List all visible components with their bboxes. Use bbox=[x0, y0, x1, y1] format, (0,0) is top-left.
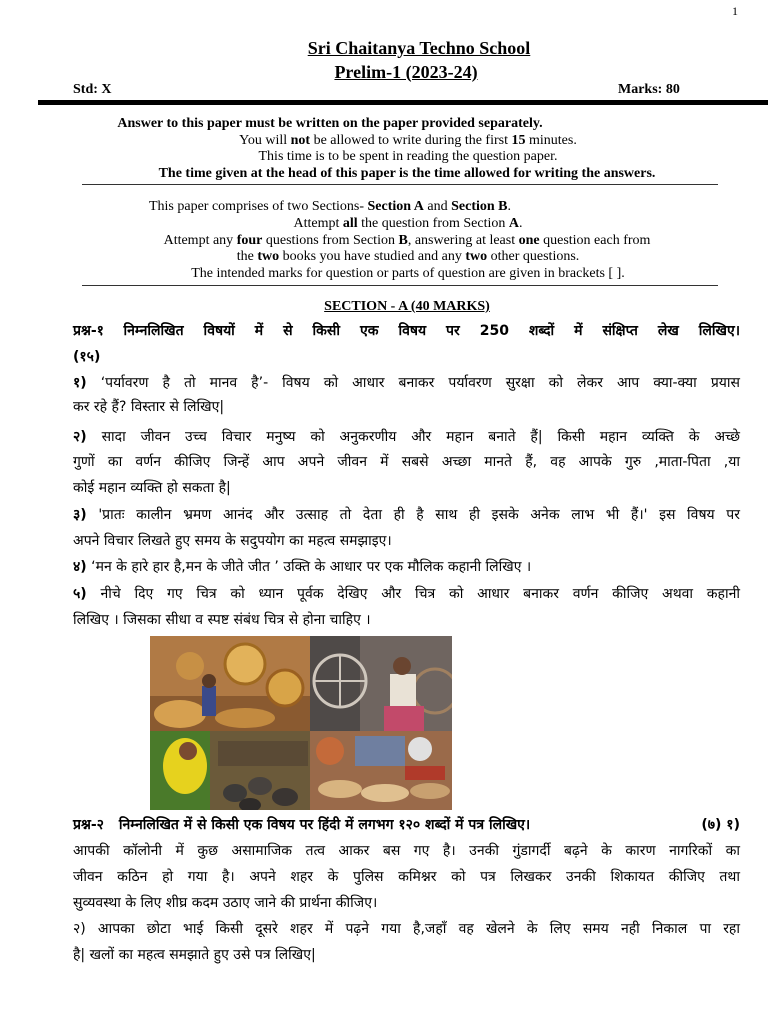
std-label: Std: X bbox=[73, 82, 112, 97]
instruction-line-3: This time is to be spent in reading the question paper. bbox=[258, 149, 558, 164]
instruction-rule-top bbox=[82, 184, 718, 185]
instruction-line-8: the two books you have studied and any two other questions. bbox=[236, 249, 580, 264]
section-a-title: SECTION - A (40 MARKS) bbox=[324, 299, 490, 314]
q2-label: प्रश्न-२ bbox=[73, 817, 104, 833]
q1-option-2-line-1: २) सादा जीवन उच्च विचार मनुष्य को अनुकरणीय और महान बनाते हैं| किसी महान व्यक्ति के अच्छे bbox=[73, 429, 741, 445]
school-title: Sri Chaitanya Techno School bbox=[307, 38, 531, 58]
instruction-line-7: Attempt any four questions from Section B, answering at least one question each from bbox=[163, 233, 651, 248]
marks-label: Marks: 80 bbox=[618, 82, 680, 97]
page-number: 1 bbox=[732, 4, 738, 18]
q1-option-1-line-1: १) ‘पर्यावरण है तो मानव है’- विषय को आधार बनाकर पर्यावरण सुरक्षा को लेकर आप क्या-क्या प्रयास bbox=[73, 375, 740, 391]
q2-option-1-line-2: जीवन कठिन हो गया है। अपने शहर के पुलिस कमिश्नर को पत्र लिखकर उनकी शिकायत कीजिए तथा bbox=[73, 869, 740, 885]
instruction-line-1: Answer to this paper must be written on the paper provided separately. bbox=[117, 116, 543, 131]
instruction-line-6: Attempt all the question from Section A. bbox=[293, 216, 523, 231]
potter-photo bbox=[150, 731, 310, 810]
q2-option-1-line-3: सुव्यवस्था के लिए शीघ्र कदम उठाए जाने की प्रार्थना कीजिए। bbox=[73, 895, 378, 911]
instruction-line-4: The time given at the head of this paper is the time allowed for writing the answers. bbox=[158, 166, 656, 181]
instruction-line-5: This paper comprises of two Sections- Section A and Section B. bbox=[148, 199, 511, 214]
q1-option-2-line-3: कोई महान व्यक्ति हो सकता है| bbox=[73, 480, 231, 496]
exam-title: Prelim-1 (2023-24) bbox=[334, 62, 478, 82]
q1-option-2-line-2: गुणों का वर्णन कीजिए जिन्हें आप अपने जीवन में सबसे अच्छा मानते हैं, वह आपके गुरु ,माता-पिता ,या bbox=[73, 454, 740, 470]
q1-option-4: ४) ‘मन के हारे हार है,मन के जीते जीत ’ उक्ति के आधार पर एक मौलिक कहानी लिखिए । bbox=[73, 559, 532, 575]
q1-option-3-line-1: ३) 'प्रातः कालीन भ्रमण आनंद और उत्साह तो देता ही है साथ ही इसके अनेक लाभ भी हैं।' इस विषय पर bbox=[73, 507, 740, 523]
q1-option-5-line-2: लिखिए । जिसका सीधा व स्पष्ट संबंध चित्र से होना चाहिए । bbox=[73, 612, 371, 628]
header-rule bbox=[38, 100, 768, 105]
q2-text: निम्नलिखित में से किसी एक विषय पर हिंदी में लगभग १२० शब्दों में पत्र लिखिए। bbox=[118, 817, 531, 833]
q1-text: निम्नलिखित विषयों में से किसी एक विषय पर 250 शब्दों में संक्षिप्त लेख लिखिए। bbox=[123, 323, 741, 339]
q2-option-2-line-1: २) आपका छोटा भाई किसी दूसरे शहर में पढ़ने गया है,जहाँ वह खेलने के लिए समय नही निकाल पा रहा bbox=[73, 921, 740, 937]
artisans-picture-collage bbox=[150, 636, 452, 810]
spinning-wheel-photo bbox=[310, 636, 452, 731]
handicrafts-market-photo bbox=[310, 731, 452, 810]
q1-option-5-line-1: ५) नीचे दिए गए चित्र को ध्यान पूर्वक देखिए और चित्र को आधार बनाकर वर्णन कीजिए अथवा कहानी bbox=[73, 586, 741, 602]
q1-option-1-line-2: कर रहे हैं? विस्तार से लिखिए| bbox=[73, 399, 225, 415]
q2-marks: (७) १) bbox=[701, 817, 740, 833]
instruction-rule-bottom bbox=[82, 285, 718, 286]
q1-heading bbox=[73, 320, 740, 343]
q2-option-2-line-2: है| खलों का महत्व समझाते हुए उसे पत्र लिखिए| bbox=[73, 947, 316, 963]
q1-marks: (१५) bbox=[73, 349, 101, 365]
q1-option-3-line-2: अपने विचार लिखते हुए समय के सदुपयोग का महत्व समझाइए। bbox=[73, 533, 392, 549]
q2-option-1-line-1: आपकी कॉलोनी में कुछ असामाजिक तत्व आकर बस गए है। उनकी गुंडागर्दी बढ़ने के कारण नागरिकों का bbox=[73, 843, 740, 859]
instruction-line-2: You will not be allowed to write during the first 15 minutes. bbox=[239, 133, 577, 148]
q1-label: प्रश्न-१ bbox=[73, 323, 104, 339]
instruction-line-9: The intended marks for question or parts of question are given in brackets [ ]. bbox=[191, 266, 625, 281]
basket-weavers-photo bbox=[150, 636, 310, 731]
q2-heading bbox=[73, 814, 740, 837]
